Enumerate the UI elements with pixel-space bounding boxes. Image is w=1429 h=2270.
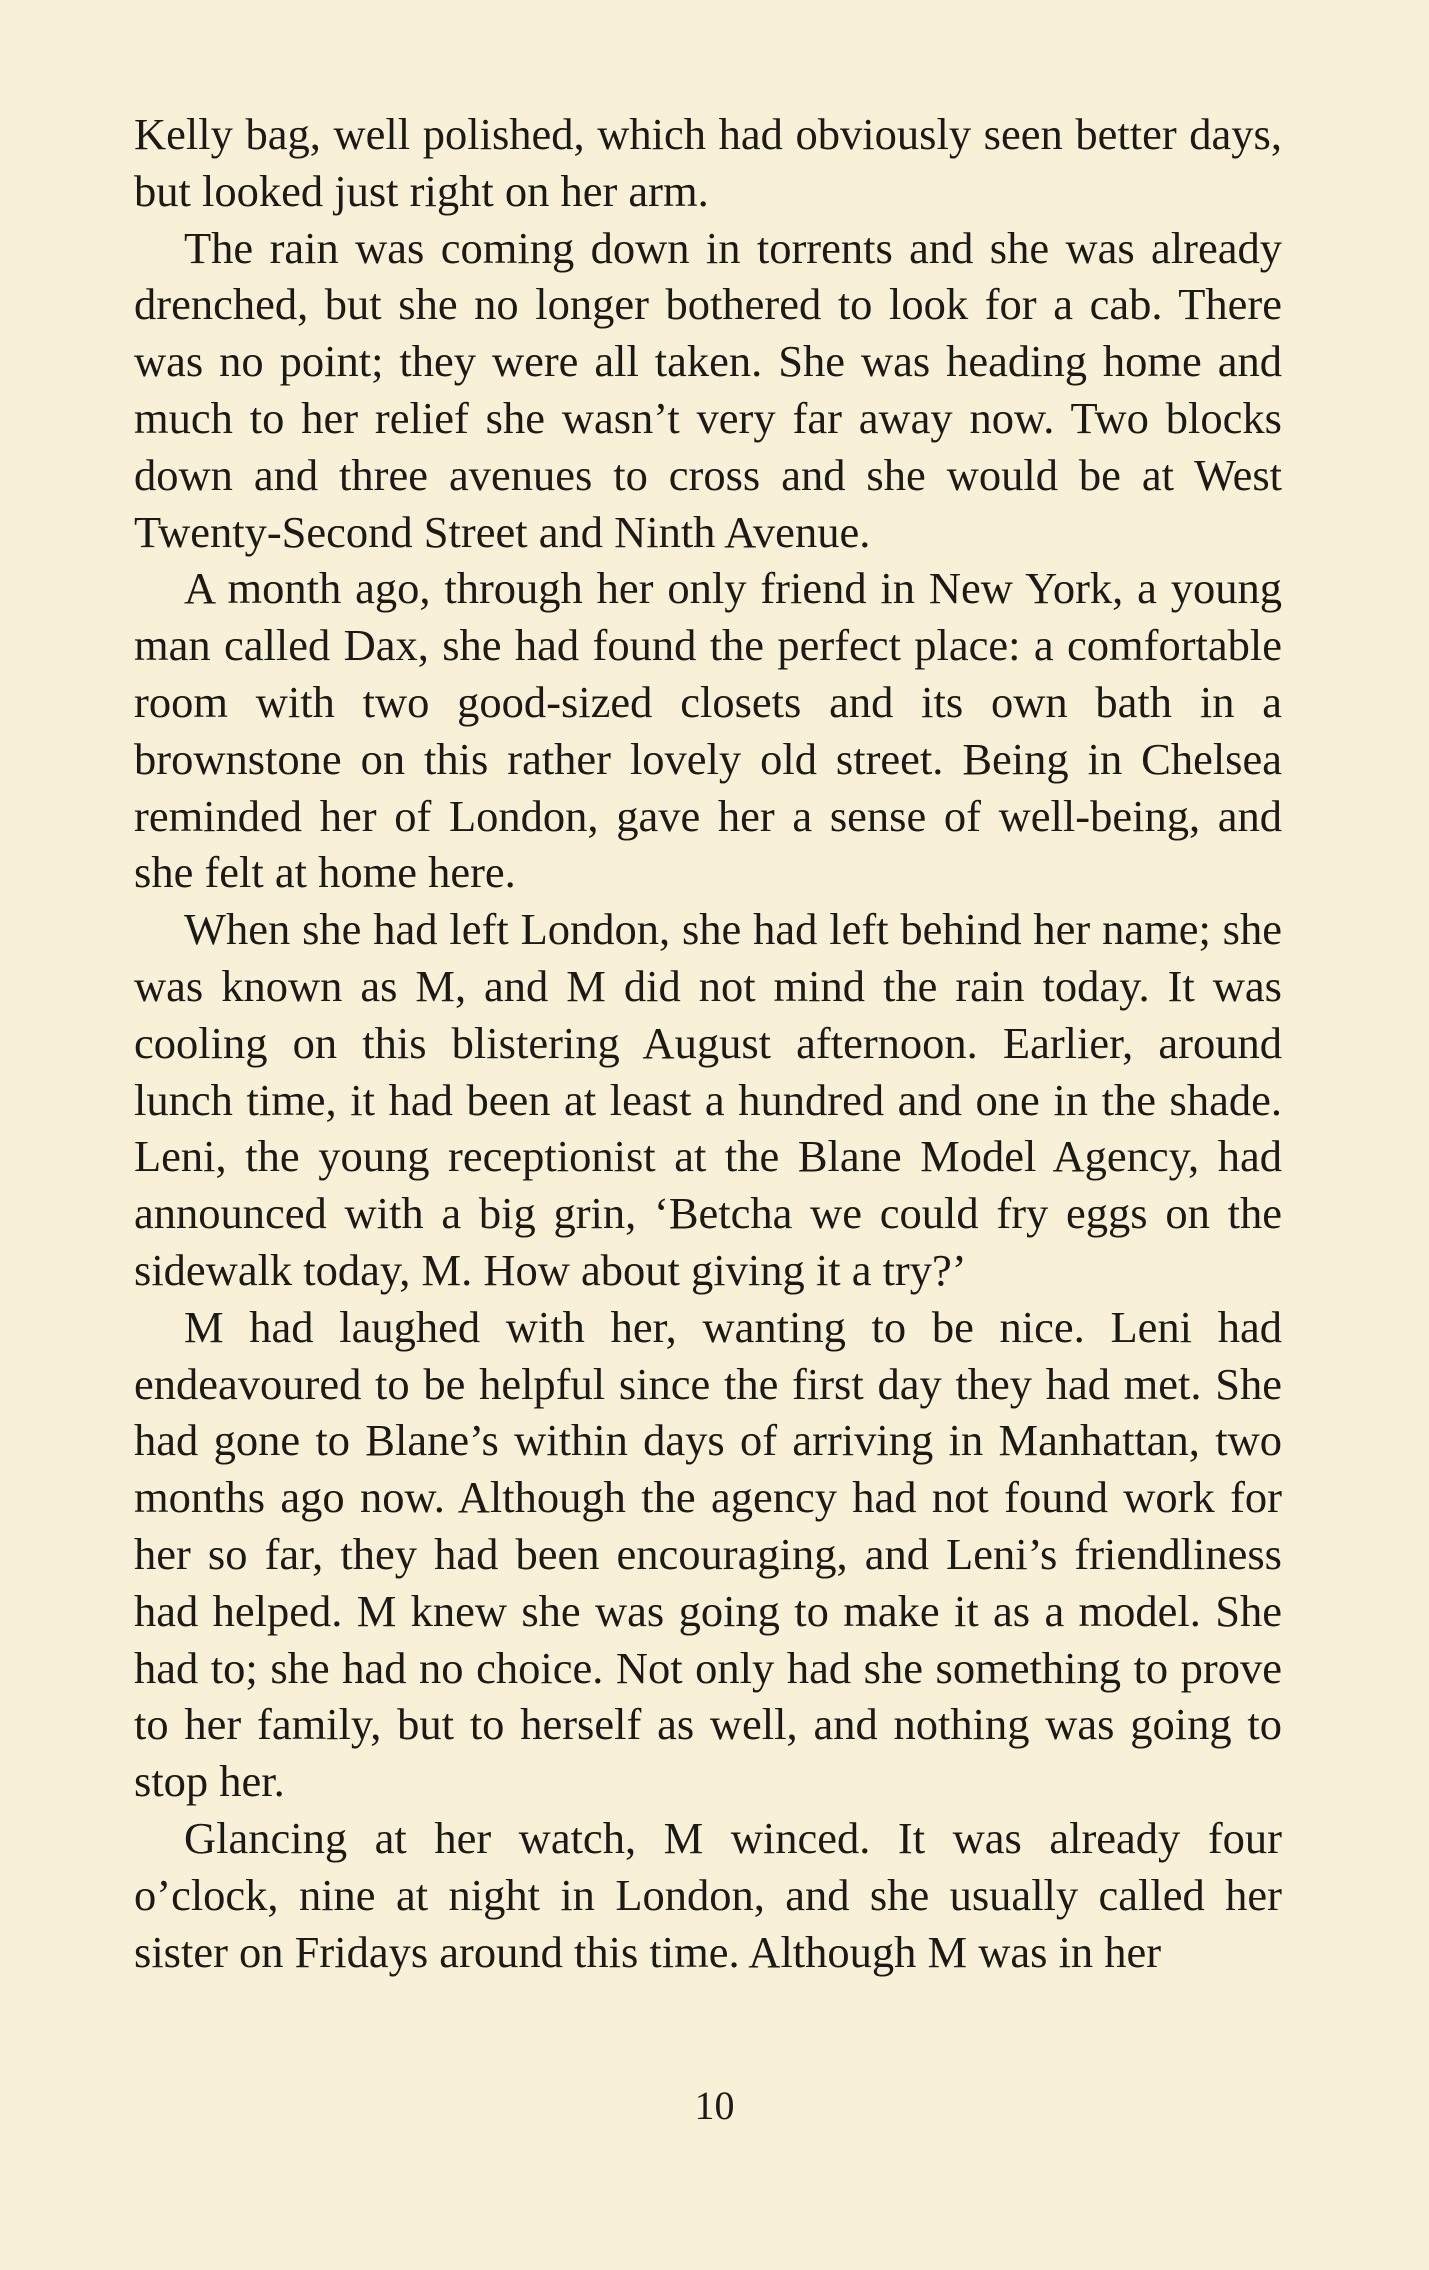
- paragraph-4: When she had left London, she had left behind her name; she was known as M, and M did not mind the rain today. It was cooling on this blistering August afternoon. Earlier, around lunch time, it had been at least a hundred and one in the shade. Leni, the young receptionist at the Blane Model Agency, had announced with a big grin, ‘Betcha we could fry eggs on the sidewalk today, M. How about giving it a try?’: [134, 904, 1282, 1295]
- paragraph-2: The rain was coming down in torrents and she was already drenched, but she no longer bothered to look for a cab. There was no point; they were all taken. She was heading home and much to her relief she wasn’t very far away now. Two blocks down and three avenues to cross and she would be at West Twenty-Second Street and Ninth Avenue.: [134, 222, 1282, 557]
- paragraph-3: A month ago, through her only friend in New York, a young man called Dax, she had found the perfect place: a comfortable room with two good-sized closets and its own bath in a brownstone on this rather lovely old street. Being in Chelsea reminded her of London, gave her a sense of well-being, and she felt at home here.: [134, 563, 1282, 898]
- paragraph-5: M had laughed with her, wanting to be nice. Leni had endeavoured to be helpful since the first day they had met. She had gone to Blane’s within days of arriving in Manhattan, two months ago now. Although the agency had not found work for her so far, they had been encouraging, and Leni’s friendliness had helped. M knew she was going to make it as a model. She had to; she had no choice. Not only had she something to prove to her family, but to herself as well, and nothing was going to stop her.: [134, 1301, 1282, 1807]
- body-text: [134, 106, 1282, 1980]
- paragraph-6: Glancing at her watch, M winced. It was already four o’clock, nine at night in London, and she usually called her sister on Fridays around this time. Although M was in her: [134, 1812, 1282, 1977]
- page-number: 10: [694, 2083, 735, 2128]
- paragraph-1: Kelly bag, well polished, which had obviously seen better days, but looked just right on her arm.: [134, 109, 1282, 216]
